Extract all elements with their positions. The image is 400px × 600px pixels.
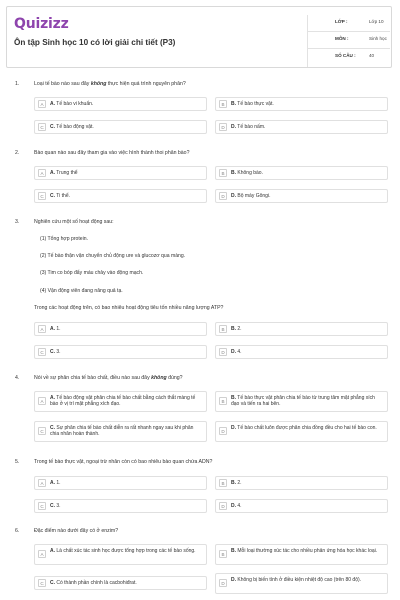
option-letter-d: D (219, 123, 227, 131)
question-text: Nói về sự phân chia tế bào chất, điều nào sau đây không đúng? (34, 375, 183, 381)
option-letter-a: A (38, 397, 46, 405)
worksheet-header (6, 6, 392, 68)
option-letter-c: C (38, 192, 46, 200)
option-d[interactable]: D D. Tế bào nấm. (215, 120, 388, 134)
option-letter-a: A (38, 325, 46, 333)
option-letter-d: D (219, 192, 227, 200)
option-letter-b: B (219, 169, 227, 177)
option-letter-a: A (38, 550, 46, 558)
option-letter-c: C (38, 427, 46, 435)
option-b[interactable]: B B. Mỗi loại thường xúc tác cho nhiều phản ứng hóa học khác loại. (215, 544, 388, 565)
question-number: 1. (15, 81, 20, 87)
option-letter-d: D (219, 427, 227, 435)
option-c[interactable]: C C. Sự phân chia tế bào chất diễn ra rất nhanh ngay sau khi phân chia nhân hoàn thành. (34, 421, 207, 442)
option-d[interactable]: D D. 4. (215, 345, 388, 359)
meta-row-class (308, 15, 390, 32)
option-letter-d: D (219, 579, 227, 587)
meta-value: Lớp 10 (369, 19, 384, 24)
question-text: Trong tế bào thực vật, ngoại trừ nhân còn có bao nhiêu bào quan chứa ADN? (34, 459, 213, 465)
meta-table (307, 15, 389, 67)
option-letter-b: B (219, 325, 227, 333)
meta-key: LỚP : (335, 19, 348, 24)
option-a[interactable]: A A. Tế bào vi khuẩn. (34, 97, 207, 111)
question-number: 5. (15, 459, 20, 465)
question-text: Đặc điểm nào dưới đây có ở enzim? (34, 528, 119, 534)
option-letter-b: B (219, 397, 227, 405)
meta-value: 40 (369, 53, 375, 58)
option-c[interactable]: C C. 3. (34, 345, 207, 359)
option-letter-c: C (38, 348, 46, 356)
option-b[interactable]: B B. Tế bào thực vật phân chia tế bào từ trung tâm mặt phẳng xích đạo và tiến ra hai bên. (215, 391, 388, 412)
option-a[interactable]: A A. 1. (34, 476, 207, 490)
statement-item: (1) Tổng hợp protein. (40, 236, 88, 242)
option-letter-a: A (38, 169, 46, 177)
option-c[interactable]: C C. Ti thể. (34, 189, 207, 203)
question-text: Nghiên cứu một số hoạt động sau: (34, 219, 114, 225)
meta-key: SỐ CÂU : (335, 53, 356, 58)
meta-row-count (308, 49, 390, 66)
question-text: Loại tế bào nào sau đây không thực hiện quá trình nguyên phân? (34, 81, 186, 87)
question-text: Bào quan nào sau đây tham gia vào việc hình thành thoi phân bào? (34, 150, 190, 156)
question-ask: Trong các hoạt động trên, có bao nhiêu hoạt động tiêu tốn nhiều năng lượng ATP? (34, 305, 224, 311)
option-d[interactable]: D D. Bộ máy Gôngi. (215, 189, 388, 203)
option-b[interactable]: B B. Tế bào thực vật. (215, 97, 388, 111)
question-number: 3. (15, 219, 20, 225)
option-letter-c: C (38, 579, 46, 587)
option-letter-a: A (38, 479, 46, 487)
option-d[interactable]: D D. Tế bào chất luôn được phân chia đồng đều cho hai tế bào con. (215, 421, 388, 442)
statement-item: (2) Tế bào thận vận chuyển chủ động ure và glucozơ qua màng. (40, 253, 186, 259)
option-letter-d: D (219, 502, 227, 510)
option-b[interactable]: B B. Không bào. (215, 166, 388, 180)
option-letter-d: D (219, 348, 227, 356)
option-b[interactable]: B B. 2. (215, 476, 388, 490)
option-letter-b: B (219, 100, 227, 108)
question-number: 4. (15, 375, 20, 381)
meta-key: MÔN : (335, 36, 349, 41)
meta-row-subject (308, 32, 390, 49)
statement-item: (4) Vận động viên đang nâng quả tạ. (40, 288, 123, 294)
option-letter-b: B (219, 479, 227, 487)
option-c[interactable]: C C. 3. (34, 499, 207, 513)
option-a[interactable]: A A. Là chất xúc tác sinh học được tổng hợp trong các tế bào sống. (34, 544, 207, 565)
quizizz-logo: Quizizz (14, 16, 69, 32)
option-a[interactable]: A A. Trung thể (34, 166, 207, 180)
question-number: 6. (15, 528, 20, 534)
option-d[interactable]: D D. Không bị biến tính ở điều kiện nhiệt độ cao (trên 80 độ). (215, 573, 388, 594)
meta-value: Sinh học (369, 36, 387, 41)
option-c[interactable]: C C. Có thành phần chính là cacbohiđrat. (34, 576, 207, 590)
option-a[interactable]: A A. 1. (34, 322, 207, 336)
option-letter-b: B (219, 550, 227, 558)
question-number: 2. (15, 150, 20, 156)
option-b[interactable]: B B. 2. (215, 322, 388, 336)
option-letter-a: A (38, 100, 46, 108)
option-a[interactable]: A A. Tế bào động vật phân chia tế bào chất bằng cách thắt màng tế bào ở vị trí mặt phẳng xích đạo. (34, 391, 207, 412)
option-c[interactable]: C C. Tế bào động vật. (34, 120, 207, 134)
option-d[interactable]: D D. 4. (215, 499, 388, 513)
page-title: Ôn tập Sinh học 10 có lời giải chi tiết (P3) (14, 38, 176, 47)
option-letter-c: C (38, 123, 46, 131)
option-letter-c: C (38, 502, 46, 510)
statement-item: (3) Tim co bóp đẩy máu chảy vào động mạch. (40, 270, 144, 276)
